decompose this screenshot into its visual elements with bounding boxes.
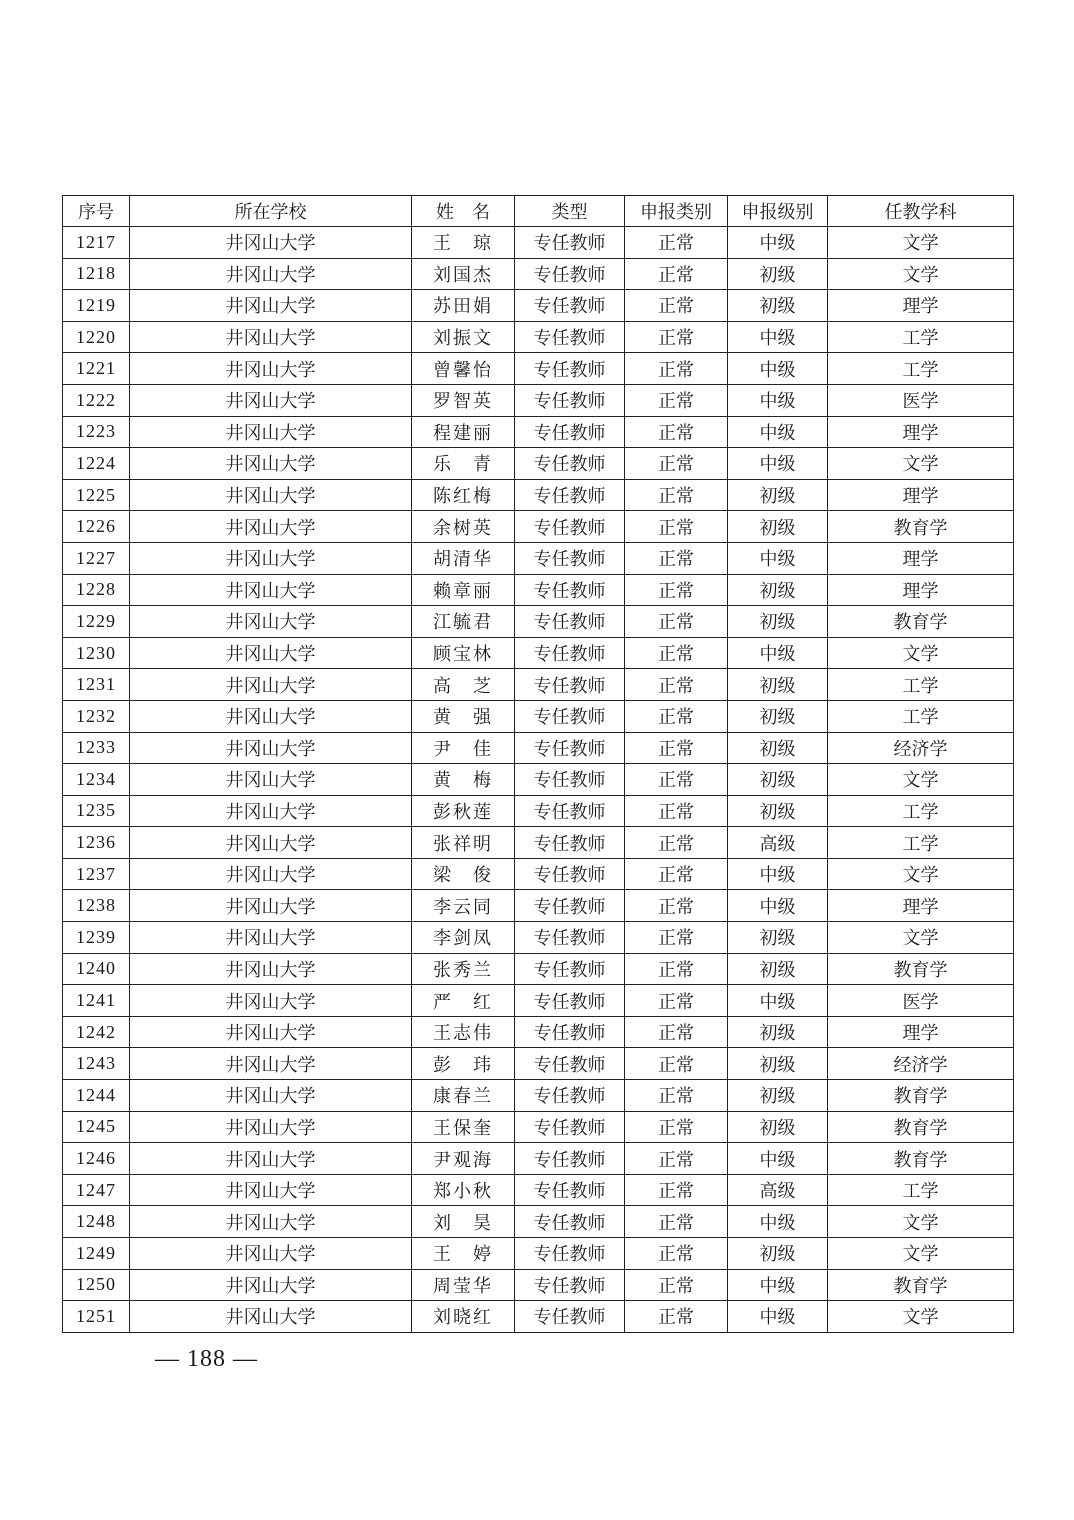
cell-school: 井冈山大学 <box>130 858 412 890</box>
cell-type: 专任教师 <box>515 1111 625 1143</box>
cell-category: 正常 <box>625 542 728 574</box>
cell-subject: 文学 <box>828 764 1014 796</box>
cell-level: 中级 <box>728 416 828 448</box>
cell-level: 中级 <box>728 858 828 890</box>
cell-name: 黄 梅 <box>412 764 515 796</box>
cell-subject: 文学 <box>828 1238 1014 1270</box>
cell-type: 专任教师 <box>515 1080 625 1112</box>
cell-name: 尹 佳 <box>412 732 515 764</box>
cell-type: 专任教师 <box>515 764 625 796</box>
cell-level: 中级 <box>728 1143 828 1175</box>
cell-seq: 1233 <box>63 732 130 764</box>
cell-school: 井冈山大学 <box>130 1238 412 1270</box>
cell-name: 尹观海 <box>412 1143 515 1175</box>
cell-seq: 1230 <box>63 637 130 669</box>
cell-school: 井冈山大学 <box>130 922 412 954</box>
table-row <box>63 448 1014 480</box>
cell-level: 中级 <box>728 227 828 259</box>
table-row <box>63 511 1014 543</box>
cell-school: 井冈山大学 <box>130 1016 412 1048</box>
cell-school: 井冈山大学 <box>130 511 412 543</box>
cell-category: 正常 <box>625 1174 728 1206</box>
cell-category: 正常 <box>625 700 728 732</box>
cell-subject: 经济学 <box>828 1048 1014 1080</box>
cell-category: 正常 <box>625 1143 728 1175</box>
cell-seq: 1239 <box>63 922 130 954</box>
cell-seq: 1220 <box>63 321 130 353</box>
cell-name: 程建丽 <box>412 416 515 448</box>
cell-subject: 工学 <box>828 700 1014 732</box>
cell-category: 正常 <box>625 795 728 827</box>
cell-school: 井冈山大学 <box>130 764 412 796</box>
cell-level: 初级 <box>728 574 828 606</box>
cell-school: 井冈山大学 <box>130 1206 412 1238</box>
cell-seq: 1238 <box>63 890 130 922</box>
table-row <box>63 479 1014 511</box>
table-row <box>63 1048 1014 1080</box>
table-row <box>63 384 1014 416</box>
cell-type: 专任教师 <box>515 416 625 448</box>
cell-school: 井冈山大学 <box>130 732 412 764</box>
cell-type: 专任教师 <box>515 1048 625 1080</box>
header-subject: 任教学科 <box>828 196 1014 227</box>
table-row <box>63 1174 1014 1206</box>
cell-school: 井冈山大学 <box>130 669 412 701</box>
cell-subject: 文学 <box>828 258 1014 290</box>
cell-subject: 教育学 <box>828 511 1014 543</box>
cell-type: 专任教师 <box>515 922 625 954</box>
cell-subject: 教育学 <box>828 606 1014 638</box>
cell-category: 正常 <box>625 1111 728 1143</box>
cell-level: 初级 <box>728 1238 828 1270</box>
cell-school: 井冈山大学 <box>130 827 412 859</box>
table-row <box>63 827 1014 859</box>
cell-subject: 理学 <box>828 416 1014 448</box>
cell-name: 王 琼 <box>412 227 515 259</box>
table-row <box>63 353 1014 385</box>
cell-name: 高 芝 <box>412 669 515 701</box>
cell-name: 刘晓红 <box>412 1301 515 1333</box>
cell-type: 专任教师 <box>515 1016 625 1048</box>
table-row <box>63 1111 1014 1143</box>
cell-name: 刘国杰 <box>412 258 515 290</box>
cell-level: 高级 <box>728 1174 828 1206</box>
cell-type: 专任教师 <box>515 353 625 385</box>
cell-level: 初级 <box>728 922 828 954</box>
table-row <box>63 732 1014 764</box>
cell-school: 井冈山大学 <box>130 479 412 511</box>
table-row <box>63 574 1014 606</box>
table-row <box>63 985 1014 1017</box>
cell-category: 正常 <box>625 227 728 259</box>
cell-seq: 1234 <box>63 764 130 796</box>
table-row <box>63 764 1014 796</box>
cell-level: 初级 <box>728 764 828 796</box>
cell-school: 井冈山大学 <box>130 1111 412 1143</box>
cell-seq: 1246 <box>63 1143 130 1175</box>
cell-type: 专任教师 <box>515 669 625 701</box>
cell-subject: 医学 <box>828 985 1014 1017</box>
cell-school: 井冈山大学 <box>130 542 412 574</box>
cell-school: 井冈山大学 <box>130 985 412 1017</box>
cell-level: 中级 <box>728 1269 828 1301</box>
cell-subject: 工学 <box>828 1174 1014 1206</box>
cell-subject: 理学 <box>828 542 1014 574</box>
table-row <box>63 321 1014 353</box>
cell-level: 中级 <box>728 890 828 922</box>
cell-seq: 1232 <box>63 700 130 732</box>
cell-type: 专任教师 <box>515 1269 625 1301</box>
page-number: — 188 — <box>155 1346 258 1372</box>
cell-level: 初级 <box>728 953 828 985</box>
cell-level: 中级 <box>728 985 828 1017</box>
cell-school: 井冈山大学 <box>130 227 412 259</box>
cell-school: 井冈山大学 <box>130 637 412 669</box>
cell-type: 专任教师 <box>515 1301 625 1333</box>
table-row <box>63 890 1014 922</box>
cell-seq: 1237 <box>63 858 130 890</box>
table-row <box>63 858 1014 890</box>
cell-subject: 工学 <box>828 321 1014 353</box>
cell-name: 梁 俊 <box>412 858 515 890</box>
cell-school: 井冈山大学 <box>130 321 412 353</box>
table-row <box>63 1143 1014 1175</box>
header-school: 所在学校 <box>130 196 412 227</box>
cell-seq: 1219 <box>63 290 130 322</box>
cell-seq: 1225 <box>63 479 130 511</box>
cell-type: 专任教师 <box>515 985 625 1017</box>
cell-category: 正常 <box>625 669 728 701</box>
cell-name: 苏田娟 <box>412 290 515 322</box>
cell-subject: 教育学 <box>828 953 1014 985</box>
table-row <box>63 1016 1014 1048</box>
cell-seq: 1227 <box>63 542 130 574</box>
cell-level: 初级 <box>728 606 828 638</box>
cell-seq: 1223 <box>63 416 130 448</box>
cell-level: 初级 <box>728 700 828 732</box>
cell-seq: 1240 <box>63 953 130 985</box>
cell-type: 专任教师 <box>515 1206 625 1238</box>
cell-type: 专任教师 <box>515 574 625 606</box>
cell-school: 井冈山大学 <box>130 574 412 606</box>
cell-category: 正常 <box>625 574 728 606</box>
cell-seq: 1229 <box>63 606 130 638</box>
cell-seq: 1226 <box>63 511 130 543</box>
cell-category: 正常 <box>625 1269 728 1301</box>
cell-level: 初级 <box>728 732 828 764</box>
cell-subject: 教育学 <box>828 1143 1014 1175</box>
cell-seq: 1222 <box>63 384 130 416</box>
cell-level: 初级 <box>728 1016 828 1048</box>
cell-seq: 1249 <box>63 1238 130 1270</box>
cell-category: 正常 <box>625 827 728 859</box>
cell-subject: 文学 <box>828 1206 1014 1238</box>
cell-type: 专任教师 <box>515 858 625 890</box>
cell-category: 正常 <box>625 384 728 416</box>
cell-level: 高级 <box>728 827 828 859</box>
cell-category: 正常 <box>625 1080 728 1112</box>
cell-subject: 文学 <box>828 1301 1014 1333</box>
cell-category: 正常 <box>625 321 728 353</box>
cell-seq: 1231 <box>63 669 130 701</box>
cell-seq: 1251 <box>63 1301 130 1333</box>
cell-subject: 教育学 <box>828 1080 1014 1112</box>
cell-type: 专任教师 <box>515 542 625 574</box>
cell-type: 专任教师 <box>515 700 625 732</box>
table-row <box>63 606 1014 638</box>
table-row <box>63 542 1014 574</box>
cell-name: 余树英 <box>412 511 515 543</box>
table-row <box>63 1238 1014 1270</box>
cell-category: 正常 <box>625 1301 728 1333</box>
cell-school: 井冈山大学 <box>130 353 412 385</box>
cell-level: 中级 <box>728 448 828 480</box>
table-header-row <box>63 196 1014 227</box>
roster-table <box>62 195 1014 1333</box>
cell-school: 井冈山大学 <box>130 1301 412 1333</box>
header-level: 申报级别 <box>728 196 828 227</box>
cell-category: 正常 <box>625 1238 728 1270</box>
cell-category: 正常 <box>625 985 728 1017</box>
cell-seq: 1224 <box>63 448 130 480</box>
cell-type: 专任教师 <box>515 953 625 985</box>
cell-category: 正常 <box>625 416 728 448</box>
cell-type: 专任教师 <box>515 890 625 922</box>
cell-name: 黄 强 <box>412 700 515 732</box>
cell-subject: 理学 <box>828 890 1014 922</box>
table-row <box>63 795 1014 827</box>
cell-category: 正常 <box>625 890 728 922</box>
cell-type: 专任教师 <box>515 606 625 638</box>
cell-level: 中级 <box>728 321 828 353</box>
cell-seq: 1218 <box>63 258 130 290</box>
cell-category: 正常 <box>625 290 728 322</box>
cell-name: 王保奎 <box>412 1111 515 1143</box>
cell-name: 郑小秋 <box>412 1174 515 1206</box>
table-row <box>63 227 1014 259</box>
cell-subject: 文学 <box>828 637 1014 669</box>
cell-name: 李云同 <box>412 890 515 922</box>
cell-type: 专任教师 <box>515 258 625 290</box>
cell-name: 周莹华 <box>412 1269 515 1301</box>
cell-subject: 教育学 <box>828 1111 1014 1143</box>
cell-type: 专任教师 <box>515 637 625 669</box>
cell-subject: 工学 <box>828 827 1014 859</box>
cell-level: 初级 <box>728 258 828 290</box>
cell-seq: 1247 <box>63 1174 130 1206</box>
cell-name: 严 红 <box>412 985 515 1017</box>
cell-category: 正常 <box>625 353 728 385</box>
cell-school: 井冈山大学 <box>130 1143 412 1175</box>
cell-type: 专任教师 <box>515 384 625 416</box>
cell-name: 李剑凤 <box>412 922 515 954</box>
cell-level: 初级 <box>728 1080 828 1112</box>
cell-name: 胡清华 <box>412 542 515 574</box>
cell-category: 正常 <box>625 511 728 543</box>
cell-subject: 文学 <box>828 227 1014 259</box>
cell-level: 初级 <box>728 1048 828 1080</box>
table-row <box>63 1206 1014 1238</box>
cell-name: 陈红梅 <box>412 479 515 511</box>
cell-type: 专任教师 <box>515 827 625 859</box>
cell-school: 井冈山大学 <box>130 448 412 480</box>
cell-category: 正常 <box>625 1206 728 1238</box>
cell-name: 曾馨怡 <box>412 353 515 385</box>
cell-name: 江毓君 <box>412 606 515 638</box>
cell-level: 初级 <box>728 669 828 701</box>
header-category: 申报类别 <box>625 196 728 227</box>
cell-name: 刘振文 <box>412 321 515 353</box>
cell-school: 井冈山大学 <box>130 416 412 448</box>
cell-subject: 工学 <box>828 795 1014 827</box>
cell-seq: 1243 <box>63 1048 130 1080</box>
cell-category: 正常 <box>625 637 728 669</box>
table-body <box>63 227 1014 1333</box>
cell-category: 正常 <box>625 258 728 290</box>
cell-level: 中级 <box>728 1206 828 1238</box>
cell-seq: 1235 <box>63 795 130 827</box>
table-row <box>63 1080 1014 1112</box>
cell-type: 专任教师 <box>515 1238 625 1270</box>
cell-type: 专任教师 <box>515 479 625 511</box>
cell-name: 赖章丽 <box>412 574 515 606</box>
cell-seq: 1241 <box>63 985 130 1017</box>
cell-type: 专任教师 <box>515 795 625 827</box>
cell-seq: 1248 <box>63 1206 130 1238</box>
cell-seq: 1250 <box>63 1269 130 1301</box>
cell-category: 正常 <box>625 448 728 480</box>
table-row <box>63 1301 1014 1333</box>
cell-seq: 1244 <box>63 1080 130 1112</box>
cell-category: 正常 <box>625 479 728 511</box>
cell-level: 中级 <box>728 1301 828 1333</box>
cell-school: 井冈山大学 <box>130 1174 412 1206</box>
cell-name: 罗智英 <box>412 384 515 416</box>
cell-school: 井冈山大学 <box>130 606 412 638</box>
cell-school: 井冈山大学 <box>130 795 412 827</box>
cell-subject: 文学 <box>828 448 1014 480</box>
cell-type: 专任教师 <box>515 1174 625 1206</box>
cell-seq: 1242 <box>63 1016 130 1048</box>
cell-school: 井冈山大学 <box>130 1080 412 1112</box>
table-row <box>63 953 1014 985</box>
cell-name: 张秀兰 <box>412 953 515 985</box>
cell-seq: 1217 <box>63 227 130 259</box>
cell-subject: 理学 <box>828 290 1014 322</box>
cell-seq: 1228 <box>63 574 130 606</box>
cell-name: 顾宝林 <box>412 637 515 669</box>
cell-type: 专任教师 <box>515 511 625 543</box>
cell-subject: 理学 <box>828 1016 1014 1048</box>
cell-level: 初级 <box>728 290 828 322</box>
cell-subject: 经济学 <box>828 732 1014 764</box>
cell-name: 康春兰 <box>412 1080 515 1112</box>
cell-category: 正常 <box>625 858 728 890</box>
header-seq: 序号 <box>63 196 130 227</box>
cell-name: 刘 昊 <box>412 1206 515 1238</box>
cell-name: 王 婷 <box>412 1238 515 1270</box>
cell-subject: 工学 <box>828 353 1014 385</box>
cell-seq: 1221 <box>63 353 130 385</box>
cell-type: 专任教师 <box>515 732 625 764</box>
cell-category: 正常 <box>625 764 728 796</box>
cell-subject: 医学 <box>828 384 1014 416</box>
cell-seq: 1236 <box>63 827 130 859</box>
cell-subject: 工学 <box>828 669 1014 701</box>
cell-category: 正常 <box>625 1016 728 1048</box>
cell-school: 井冈山大学 <box>130 953 412 985</box>
cell-type: 专任教师 <box>515 290 625 322</box>
cell-subject: 理学 <box>828 479 1014 511</box>
cell-school: 井冈山大学 <box>130 258 412 290</box>
table-row <box>63 416 1014 448</box>
table-row <box>63 669 1014 701</box>
cell-school: 井冈山大学 <box>130 384 412 416</box>
cell-level: 中级 <box>728 353 828 385</box>
cell-category: 正常 <box>625 732 728 764</box>
cell-subject: 文学 <box>828 858 1014 890</box>
cell-level: 初级 <box>728 795 828 827</box>
cell-subject: 文学 <box>828 922 1014 954</box>
header-name: 姓 名 <box>412 196 515 227</box>
cell-subject: 理学 <box>828 574 1014 606</box>
table-row <box>63 1269 1014 1301</box>
table-row <box>63 258 1014 290</box>
cell-category: 正常 <box>625 606 728 638</box>
cell-type: 专任教师 <box>515 1143 625 1175</box>
cell-seq: 1245 <box>63 1111 130 1143</box>
cell-category: 正常 <box>625 953 728 985</box>
cell-name: 王志伟 <box>412 1016 515 1048</box>
cell-name: 彭 玮 <box>412 1048 515 1080</box>
cell-subject: 教育学 <box>828 1269 1014 1301</box>
cell-category: 正常 <box>625 1048 728 1080</box>
cell-level: 中级 <box>728 542 828 574</box>
cell-name: 彭秋莲 <box>412 795 515 827</box>
cell-school: 井冈山大学 <box>130 1269 412 1301</box>
cell-level: 初级 <box>728 1111 828 1143</box>
cell-type: 专任教师 <box>515 448 625 480</box>
cell-school: 井冈山大学 <box>130 1048 412 1080</box>
table-row <box>63 922 1014 954</box>
cell-level: 初级 <box>728 511 828 543</box>
cell-school: 井冈山大学 <box>130 890 412 922</box>
cell-type: 专任教师 <box>515 321 625 353</box>
cell-school: 井冈山大学 <box>130 290 412 322</box>
table-row <box>63 637 1014 669</box>
table-row <box>63 290 1014 322</box>
cell-level: 初级 <box>728 479 828 511</box>
table-row <box>63 700 1014 732</box>
cell-name: 乐 青 <box>412 448 515 480</box>
cell-name: 张祥明 <box>412 827 515 859</box>
cell-category: 正常 <box>625 922 728 954</box>
header-type: 类型 <box>515 196 625 227</box>
cell-type: 专任教师 <box>515 227 625 259</box>
cell-school: 井冈山大学 <box>130 700 412 732</box>
cell-level: 中级 <box>728 637 828 669</box>
cell-level: 中级 <box>728 384 828 416</box>
